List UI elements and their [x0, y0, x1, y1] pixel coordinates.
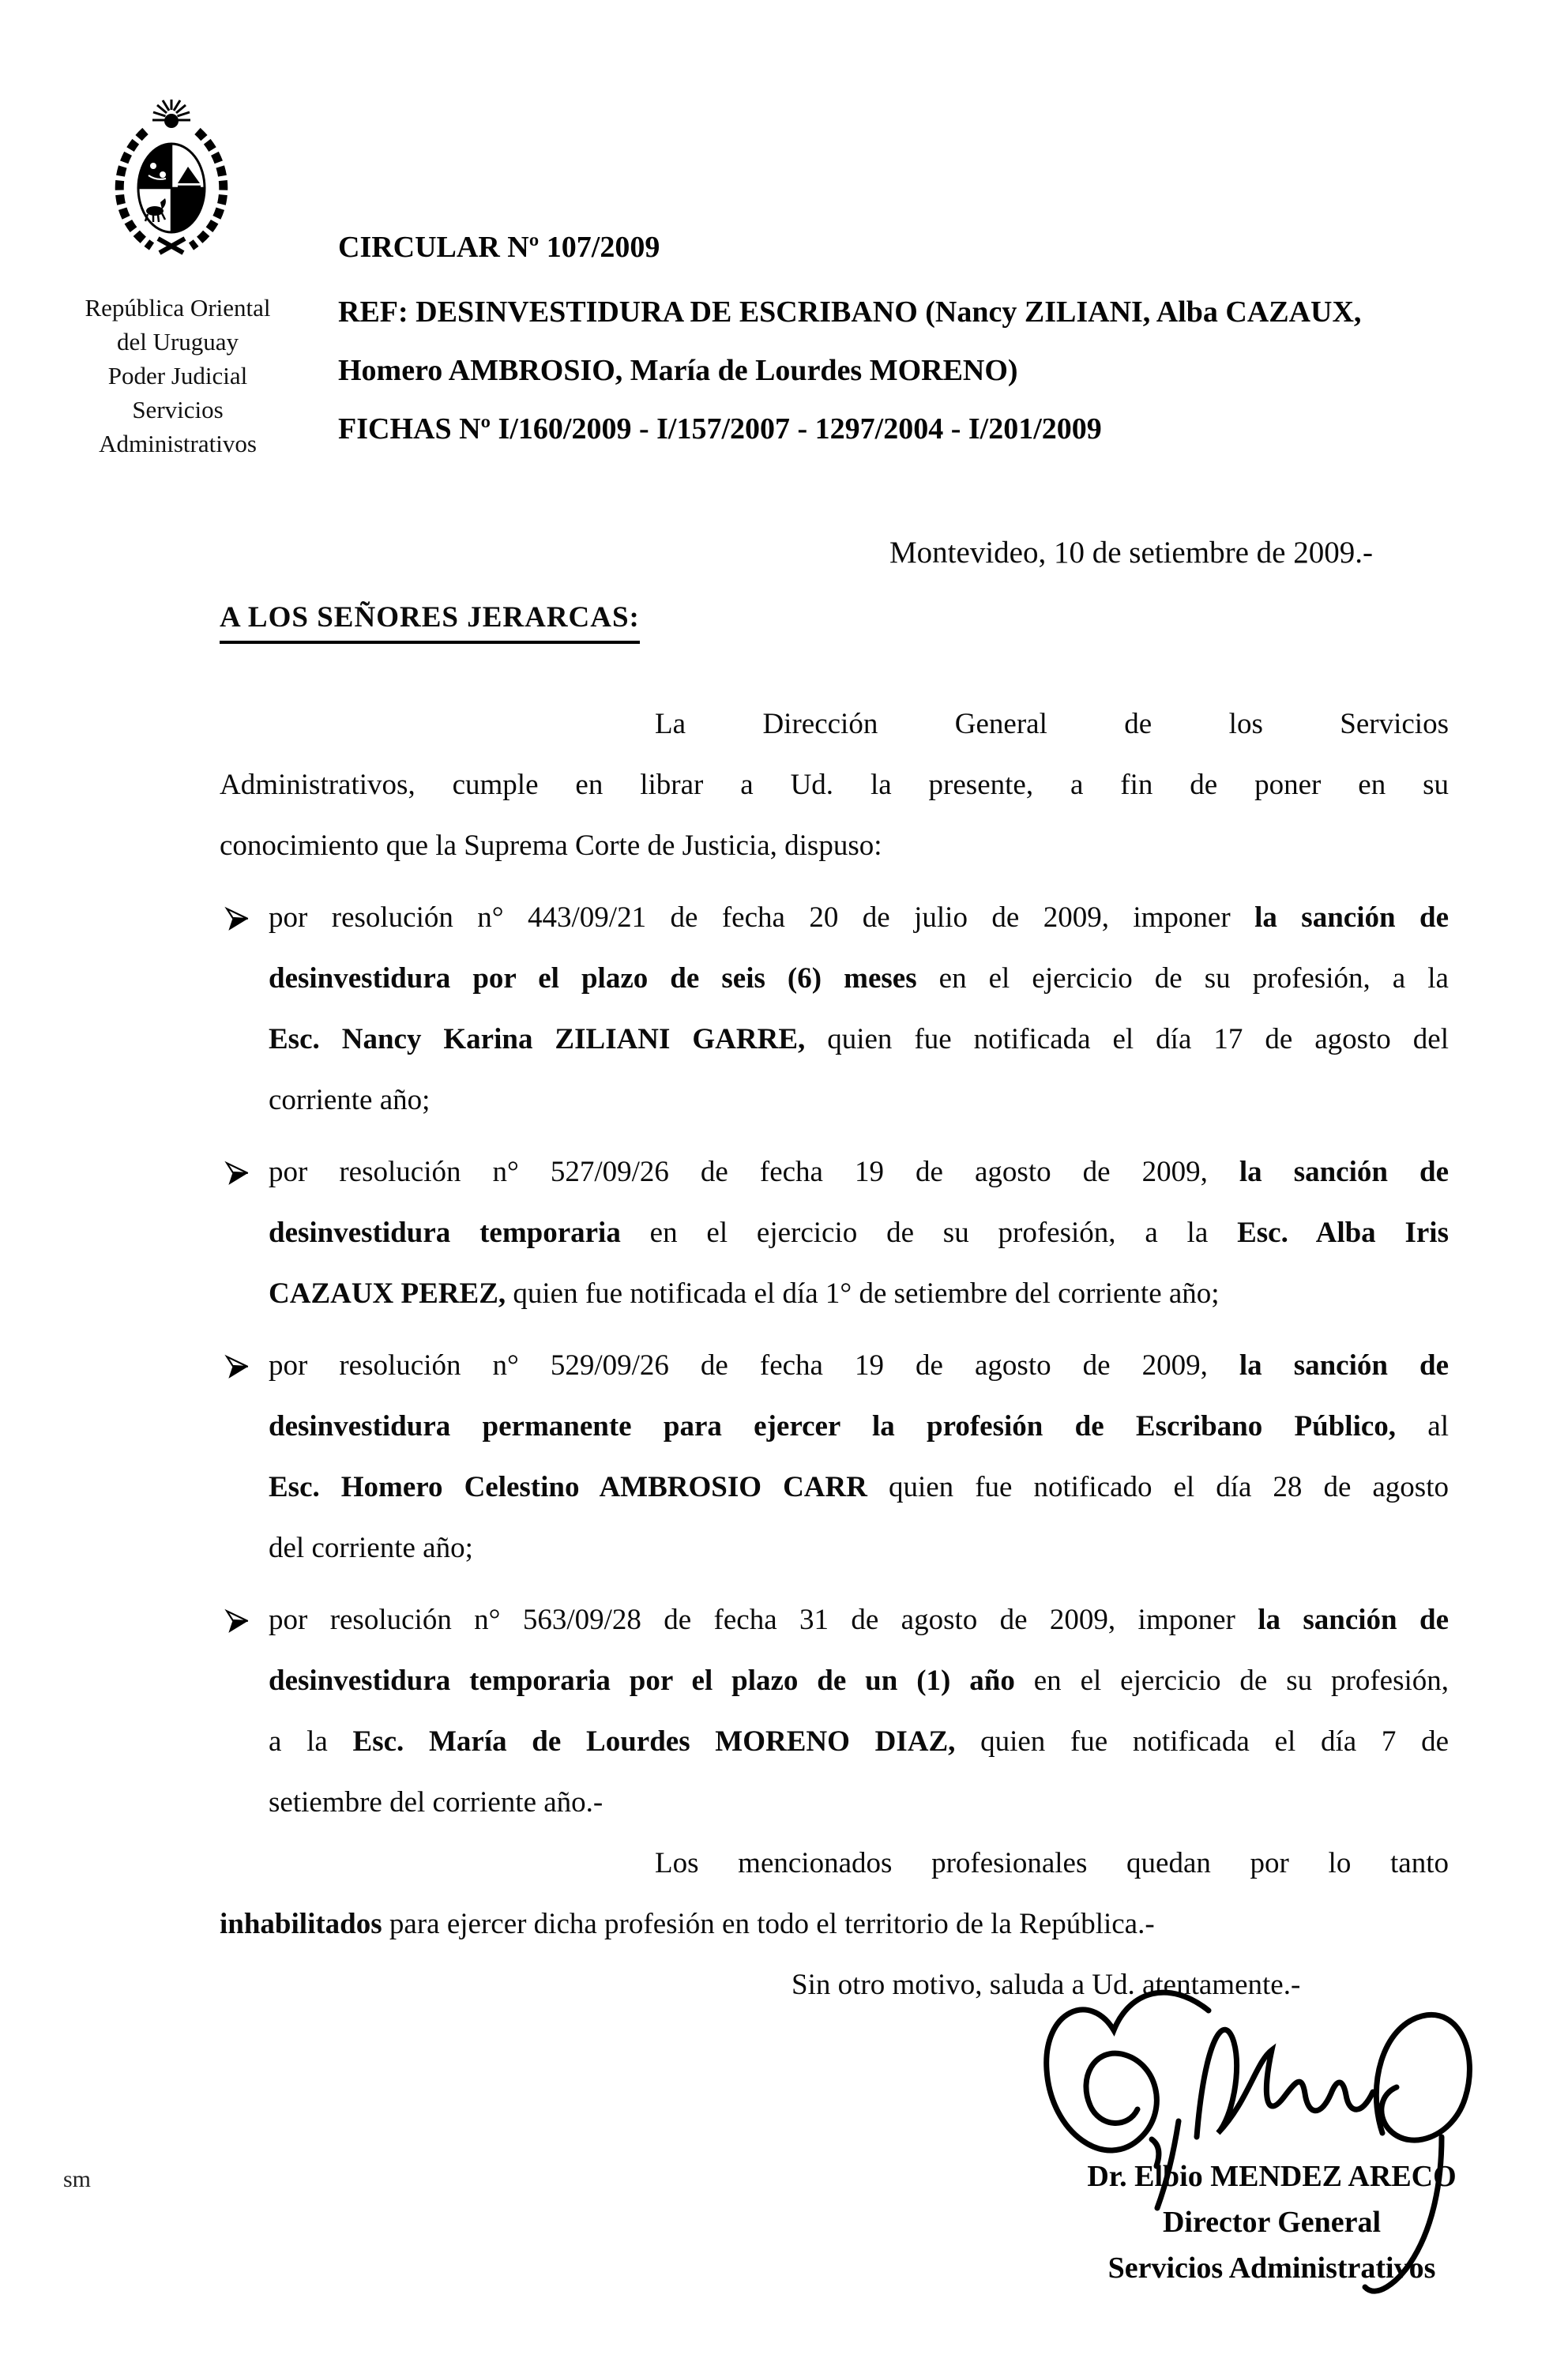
arrow-bullet-icon: [223, 1607, 253, 1635]
signer-department: Servicios Administrativos: [1107, 2252, 1436, 2285]
resolution-item-2: [220, 1142, 1449, 1324]
document-header: [338, 228, 1468, 458]
text-run: quien fue notificada el día 7 de: [955, 1725, 1449, 1758]
bold-text-run: Esc. María de Lourdes MORENO DIAZ,: [352, 1725, 956, 1758]
circular-number: CIRCULAR Nº 107/2009: [338, 231, 660, 264]
resolution-item-4: [220, 1589, 1449, 1833]
closing-paragraph: [220, 1833, 1449, 1954]
text-line: [269, 1335, 1449, 1396]
text-run: en el ejercicio de su profesión,: [1014, 1665, 1449, 1697]
org-line: Poder Judicial: [107, 362, 248, 389]
text-run: Administrativos, cumple en librar a Ud. la presente, a fin de poner en su: [220, 769, 1449, 801]
text-line: [269, 948, 1449, 1009]
bold-text-run: desinvestidura permanente para ejercer la profesión de Escribano Público,: [269, 1410, 1397, 1443]
arrow-bullet-icon: [223, 1159, 253, 1187]
arrow-bullet-icon: [223, 1352, 253, 1381]
text-line: [220, 694, 1449, 754]
text-run: por resolución n° 527/09/26 de fecha 19 de agosto de 2009,: [269, 1156, 1239, 1188]
text-run: por resolución n° 563/09/28 de fecha 31 de agosto de 2009, imponer: [269, 1604, 1258, 1636]
text-run: en el ejercicio de su profesión, a la: [620, 1217, 1238, 1249]
resolution-item-3: [220, 1335, 1449, 1578]
text-run: por resolución n° 529/09/26 de fecha 19 de agosto de 2009,: [269, 1349, 1239, 1382]
dateline: Montevideo, 10 de setiembre de 2009.-: [889, 536, 1373, 570]
text-line: [269, 1650, 1449, 1711]
resolution-item-1: [220, 887, 1449, 1130]
fichas-line: FICHAS Nº I/160/2009 - I/157/2007 - 1297/2004 - I/201/2009: [338, 412, 1102, 446]
text-line: [269, 1589, 1449, 1650]
text-line: [269, 1772, 1449, 1833]
text-line: [269, 887, 1449, 948]
text-run: setiembre del corriente año.-: [269, 1786, 604, 1819]
bold-text-run: desinvestidura temporaria por el plazo de un (1) año: [269, 1665, 1015, 1697]
typist-initials: sm: [63, 2166, 92, 2192]
text-run: a la: [269, 1725, 353, 1758]
text-line: [269, 1457, 1449, 1518]
text-line: [220, 1954, 1449, 2015]
bold-text-run: desinvestidura por el plazo de seis (6) meses: [269, 962, 917, 995]
text-run: corriente año;: [269, 1084, 431, 1116]
signoff-line: [220, 1954, 1449, 2015]
text-run: Los mencionados profesionales quedan por lo tanto: [655, 1847, 1449, 1879]
bold-text-run: la sanción de: [1239, 1156, 1449, 1188]
bold-text-run: Esc. Nancy Karina ZILIANI GARRE,: [269, 1023, 806, 1055]
text-run: por resolución n° 443/09/21 de fecha 20 de julio de 2009, imponer: [269, 901, 1255, 934]
organization-name: [39, 291, 316, 461]
bold-text-run: inhabilitados: [220, 1908, 382, 1940]
text-run: al: [1396, 1410, 1450, 1443]
org-line: Administrativos: [99, 430, 257, 457]
text-run: conocimiento que la Suprema Corte de Justicia, dispuso:: [220, 830, 882, 862]
document-body: [220, 694, 1449, 2015]
text-line: [220, 1833, 1449, 1894]
reference-line: Homero AMBROSIO, María de Lourdes MORENO): [338, 354, 1018, 387]
text-run: La Dirección General de los Servicios: [655, 708, 1449, 740]
bold-text-run: CAZAUX PEREZ,: [269, 1277, 506, 1310]
text-line: [269, 1396, 1449, 1457]
signer-title: Director General: [1162, 2206, 1382, 2239]
text-run: quien fue notificada el día 1° de setiembre del corriente año;: [506, 1277, 1220, 1310]
bold-text-run: Esc. Homero Celestino AMBROSIO CARR: [269, 1471, 867, 1503]
bold-text-run: la sanción de: [1254, 901, 1449, 934]
intro-paragraph: [220, 694, 1449, 876]
text-line: [220, 815, 1449, 876]
text-run: quien fue notificada el día 17 de agosto del: [805, 1023, 1449, 1055]
text-line: [269, 1711, 1449, 1772]
text-line: [269, 1263, 1449, 1324]
text-line: [220, 754, 1449, 815]
org-line: República Oriental: [85, 294, 271, 322]
text-run: en el ejercicio de su profesión, a la: [916, 962, 1449, 995]
text-run: Sin otro motivo, saluda a Ud. atentamente.-: [792, 1969, 1301, 2001]
reference-line: REF: DESINVESTIDURA DE ESCRIBANO (Nancy ZILIANI, Alba CAZAUX,: [338, 295, 1362, 329]
text-line: [269, 1009, 1449, 1070]
org-line: del Uruguay: [116, 328, 239, 356]
bold-text-run: Esc. Alba Iris: [1237, 1217, 1449, 1249]
text-line: [269, 1202, 1449, 1263]
arrow-bullet-icon: [223, 905, 253, 933]
signature-block: [1051, 2154, 1493, 2291]
text-line: [269, 1070, 1449, 1130]
text-line: [269, 1142, 1449, 1202]
text-run: del corriente año;: [269, 1532, 473, 1564]
text-run: para ejercer dicha profesión en todo el territorio de la República.-: [382, 1908, 1155, 1940]
org-line: Servicios: [132, 396, 224, 423]
bold-text-run: la sanción de: [1258, 1604, 1449, 1636]
text-run: quien fue notificado el día 28 de agosto: [867, 1471, 1449, 1503]
bold-text-run: desinvestidura temporaria: [269, 1217, 621, 1249]
text-line: [269, 1518, 1449, 1578]
text-line: [220, 1894, 1449, 1954]
uruguay-coat-of-arms: [104, 100, 239, 258]
signer-name: Dr. Elbio MENDEZ ARECO: [1087, 2160, 1457, 2193]
salutation: A LOS SEÑORES JERARCAS:: [220, 597, 640, 644]
bold-text-run: la sanción de: [1239, 1349, 1449, 1382]
